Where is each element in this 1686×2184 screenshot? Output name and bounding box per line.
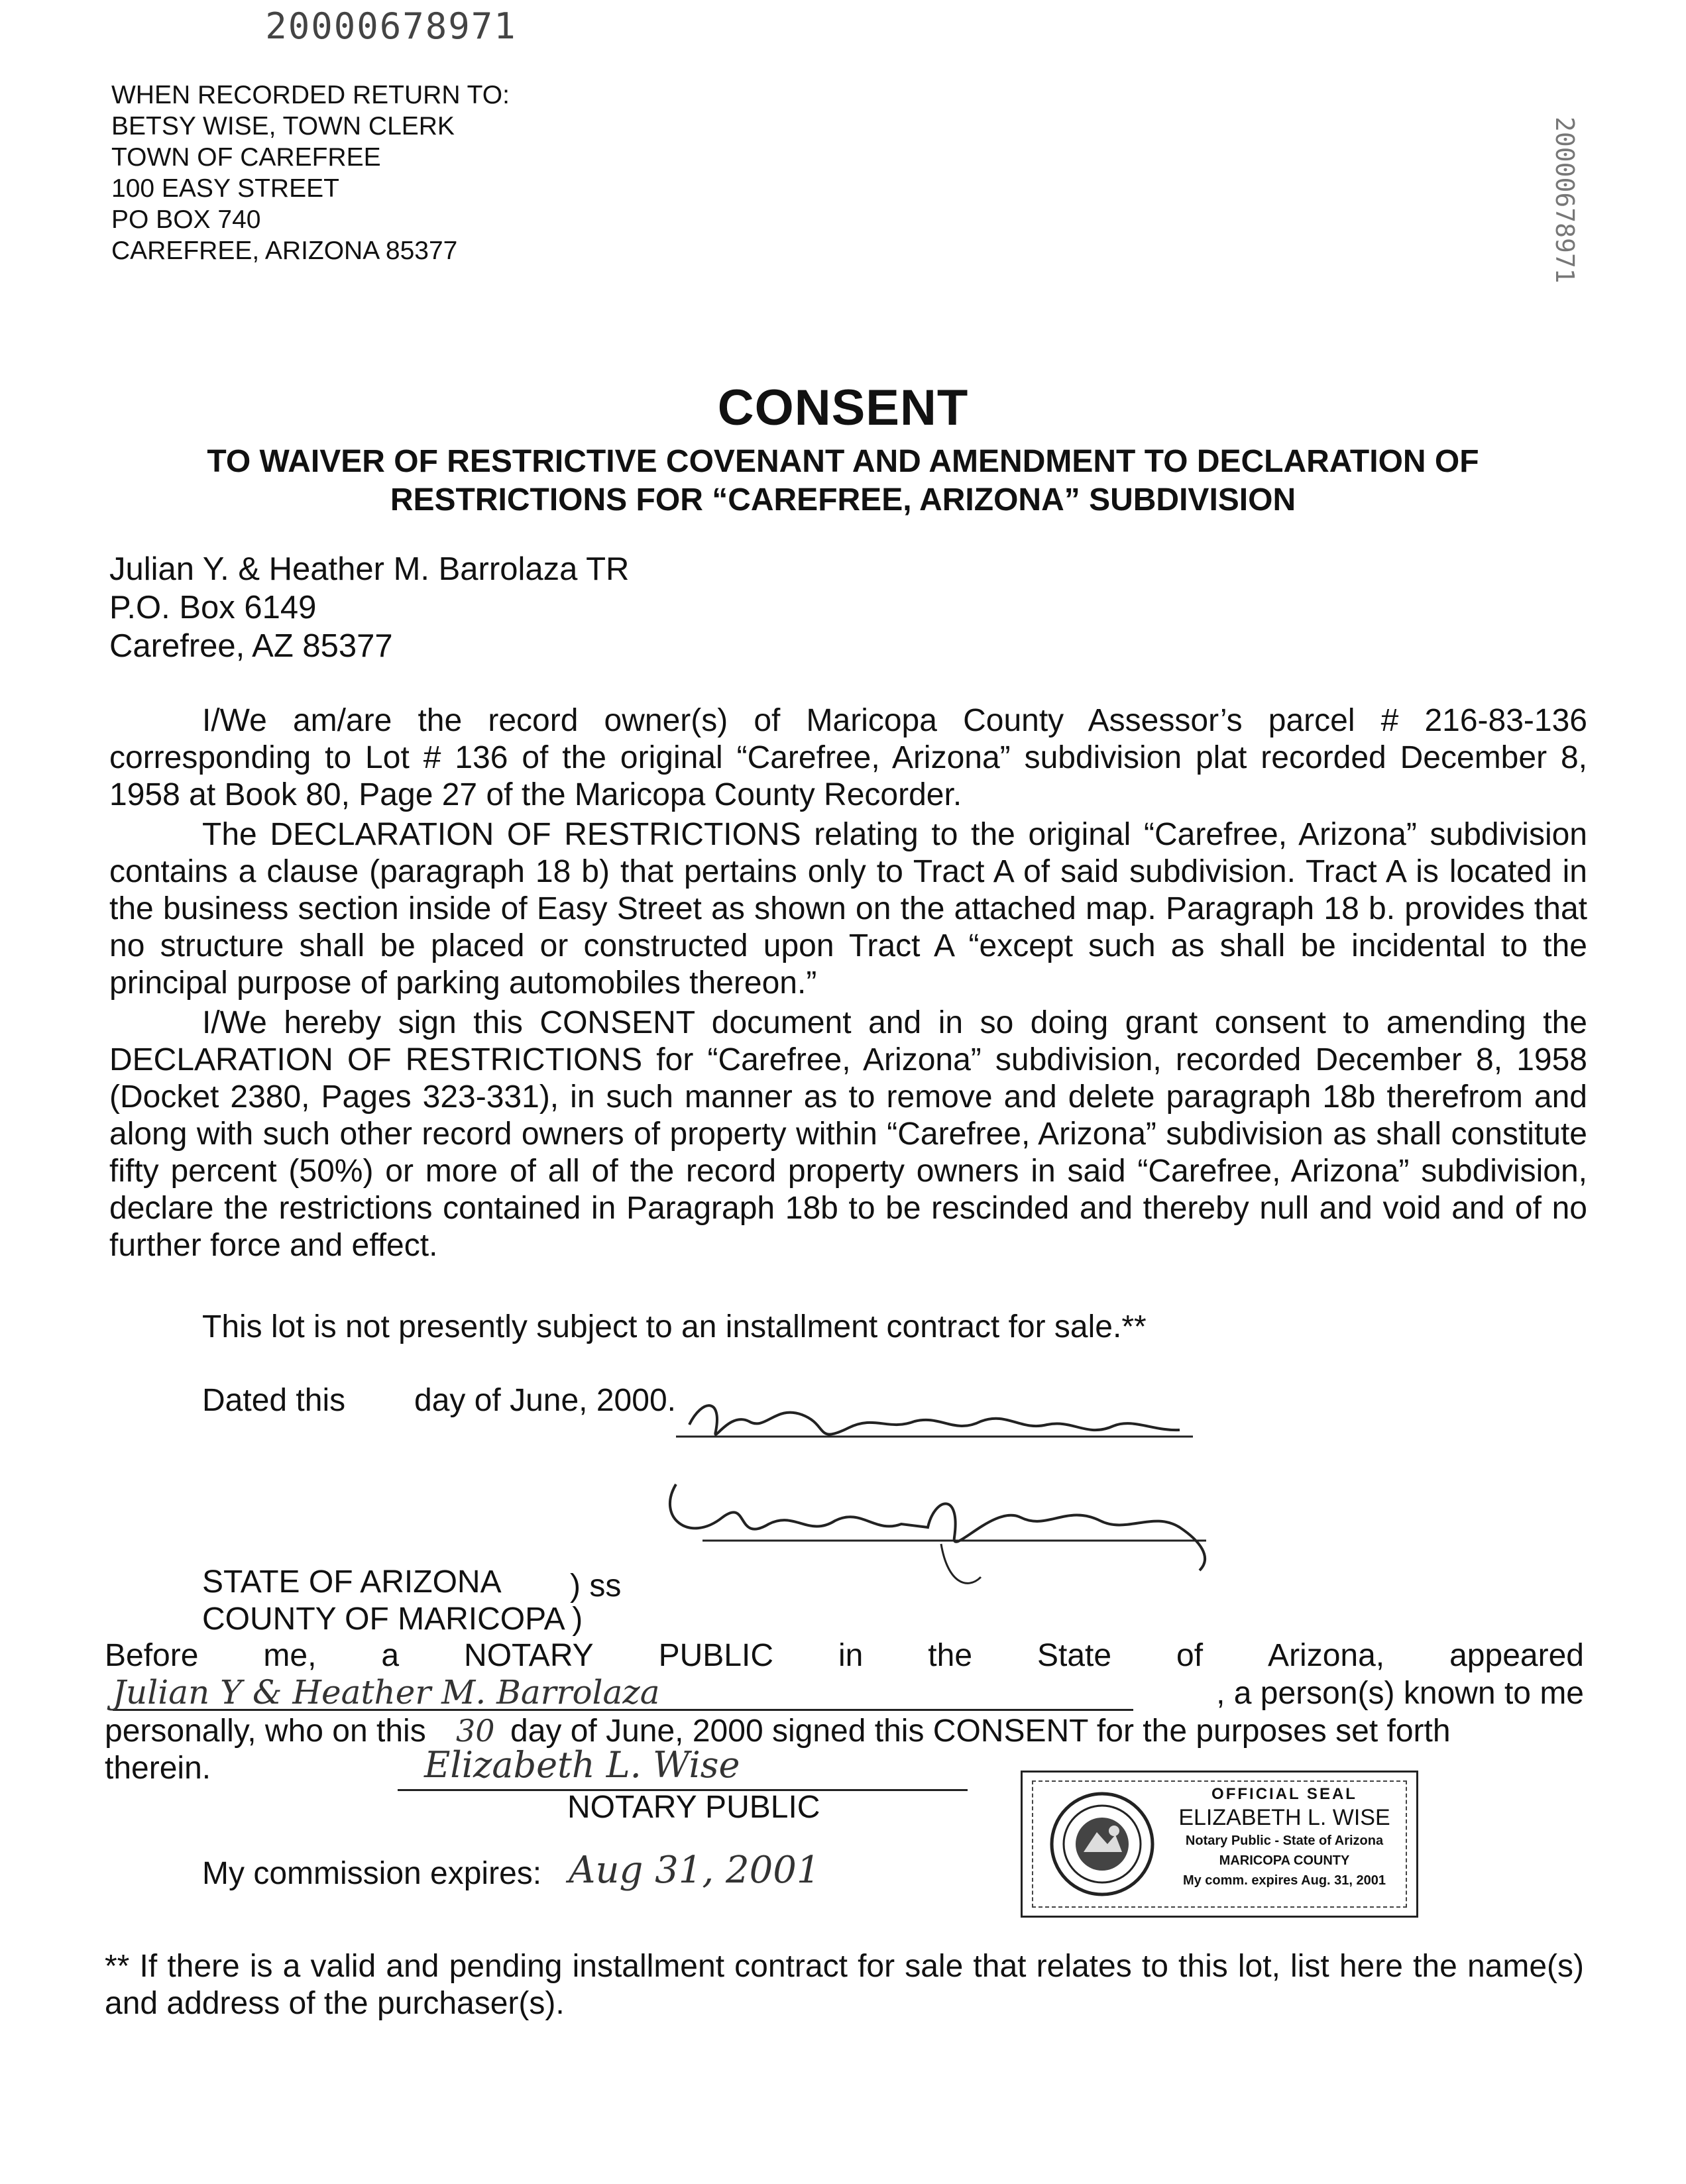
owner-address [109, 550, 629, 665]
ss-label: ) ss [570, 1568, 622, 1604]
paragraph-record-owner: I/We am/are the record owner(s) of Maricopa County Assessor’s parcel # 216-83-136 corresponding to Lot # 136 of the original “Carefree, Arizona” subdivision plat recorded December 8, 1958 at Book 80, Page 27 of the Maricopa County Recorder. [109, 703, 1587, 812]
document-subtitle [0, 443, 1686, 519]
seal-heading: OFFICIAL SEAL [1211, 1785, 1357, 1803]
arizona-seal-icon [1049, 1791, 1155, 1897]
subtitle-line-1: TO WAIVER OF RESTRICTIVE COVENANT AND AMENDMENT TO DECLARATION OF [207, 444, 1479, 479]
seal-line-5: My comm. expires Aug. 31, 2001 [1182, 1873, 1386, 1888]
personally-rest: day of June, 2000 signed this CONSENT for the purposes set forth [510, 1714, 1451, 1749]
paragraph-declaration: The DECLARATION OF RESTRICTIONS relating to the original “Carefree, Arizona” subdivision contains a clause (paragraph 18 b) that pertains only to Tract A of said subdivision. Tract A is located in the business section inside of Easy Street as shown on the attached map. Paragraph 18 b. provides that no structure shall be placed or constructed upon Tract A “except such as shall be incidental to the principal purpose of parking automobiles thereon.” [109, 817, 1587, 1001]
commission-label: My commission expires: [202, 1856, 542, 1891]
dated-label: Dated this [202, 1383, 346, 1418]
appeared-name-handwritten: Julian Y & Heather M. Barrolaza [113, 1676, 1133, 1711]
notary-word: appeared [1449, 1638, 1584, 1673]
notary-word: me, [263, 1638, 317, 1673]
seal-text [1162, 1784, 1407, 1890]
owner-name: Julian Y. & Heather M. Barrolaza TR [109, 551, 630, 587]
notary-word: in [838, 1638, 864, 1673]
notary-word: the [928, 1638, 973, 1673]
state-label: STATE OF ARIZONA [202, 1564, 502, 1600]
side-stamp-text: 20000678971 [1550, 117, 1579, 284]
commission-date-handwritten: Aug 31, 2001 [569, 1849, 820, 1892]
owner-city: Carefree, AZ 85377 [109, 628, 393, 664]
notary-public-label: NOTARY PUBLIC [567, 1790, 820, 1825]
seal-name: ELIZABETH L. WISE [1178, 1805, 1390, 1830]
notary-word: a [381, 1638, 400, 1673]
subtitle-line-2: RESTRICTIONS FOR “CAREFREE, ARIZONA” SUBDIVISION [390, 482, 1296, 518]
dated-text: day of June, 2000. [414, 1383, 676, 1418]
personally-prefix: personally, who on this [105, 1714, 426, 1749]
official-seal-stamp [1021, 1771, 1418, 1918]
document-title: CONSENT [717, 380, 969, 436]
paragraph-consent: I/We hereby sign this CONSENT document and in so doing grant consent to amending the DECLARATION OF RESTRICTIONS for “Carefree, Arizona” subdivision, recorded December 8, 1958 (Docket 2380, Pages 323-331), in such manner as to remove and delete paragraph 18b therefrom and along with such other record owners of property within “Carefree, Arizona” subdivision as shall constitute fifty percent (50%) or more of all of the record property owners in said “Carefree, Arizona” subdivision, declare the restrictions contained in Paragraph 18b to be rescinded and thereby null and void and of no further force and effect. [109, 1005, 1587, 1263]
seal-line-4: MARICOPA COUNTY [1219, 1853, 1350, 1868]
return-line: PO BOX 740 [111, 205, 261, 234]
notary-line-1 [105, 1637, 1584, 1674]
day-handwritten: 30 [456, 1713, 495, 1749]
notary-line-2 [105, 1674, 1584, 1712]
record-number: 20000678971 [265, 5, 517, 47]
notary-word: NOTARY [464, 1638, 594, 1673]
installment-note: This lot is not presently subject to an installment contract for sale.** [202, 1309, 1147, 1344]
footnote: ** If there is a valid and pending installment contract for sale that relates to this lot, list here the name(s) and address of the purchaser(s). [105, 1949, 1584, 2021]
notary-word: Before [105, 1638, 199, 1673]
notary-line-3 [105, 1712, 1584, 1750]
notary-word: State [1037, 1638, 1112, 1673]
return-line: 100 EASY STREET [111, 174, 339, 203]
county-label: COUNTY OF MARICOPA ) [202, 1602, 583, 1637]
notary-word: of [1176, 1638, 1204, 1673]
seal-line-3: Notary Public - State of Arizona [1185, 1833, 1384, 1848]
owner-po-box: P.O. Box 6149 [109, 590, 317, 626]
therein-label: therein. [105, 1751, 211, 1786]
notary-word: Arizona, [1268, 1638, 1385, 1673]
return-line: TOWN OF CAREFREE [111, 143, 381, 172]
owner-signatures [649, 1385, 1219, 1597]
return-address-block [111, 80, 510, 266]
side-record-stamp [1536, 113, 1579, 318]
known-text: , a person(s) known to me [1216, 1676, 1584, 1711]
return-line: BETSY WISE, TOWN CLERK [111, 112, 455, 140]
return-line: CAREFREE, ARIZONA 85377 [111, 237, 458, 265]
notary-word: PUBLIC [658, 1638, 773, 1673]
notary-signature: Elizabeth L. Wise [424, 1744, 740, 1786]
return-line: WHEN RECORDED RETURN TO: [111, 81, 510, 109]
